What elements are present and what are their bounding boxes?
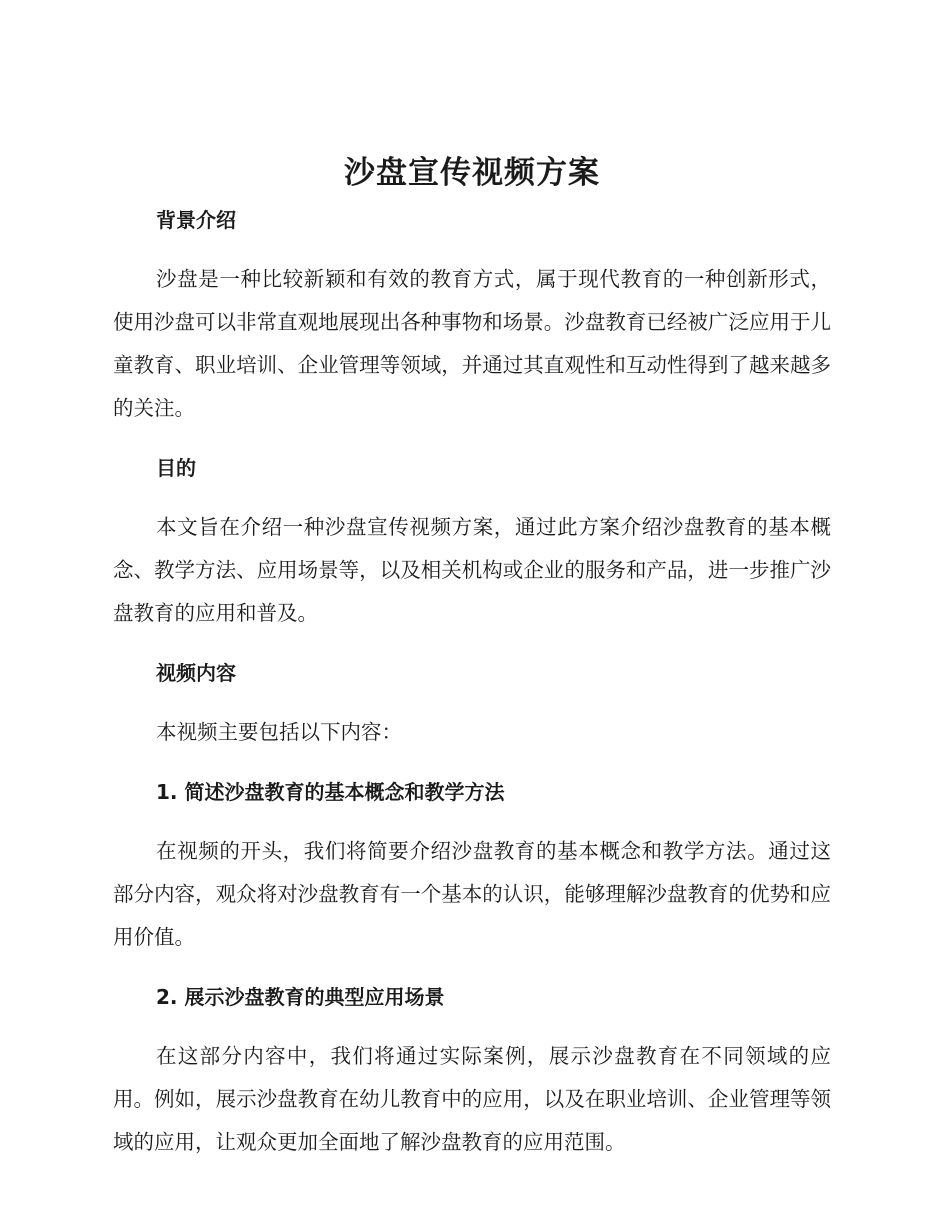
section-paragraph-scenarios: 在这部分内容中，我们将通过实际案例，展示沙盘教育在不同领域的应用。例如，展示沙盘教育在幼儿教育中的应用，以及在职业培训、企业管理等领域的应用，让观众更加全面地了解沙盘教育的应用范围。 <box>113 1044 831 1154</box>
section-heading-scenarios: 2. 展示沙盘教育的典型应用场景 <box>156 985 445 1009</box>
section-paragraph-background: 沙盘是一种比较新颖和有效的教育方式，属于现代教育的一种创新形式，使用沙盘可以非常直观地展现出各种事物和场景。沙盘教育已经被广泛应用于儿童教育、职业培训、企业管理等领域，并通过其直观性和互动性得到了越来越多的关注。 <box>113 267 831 420</box>
section-heading-video-content: 视频内容 <box>156 661 236 685</box>
section-paragraph-concepts: 在视频的开头，我们将简要介绍沙盘教育的基本概念和教学方法。通过这部分内容，观众将对沙盘教育有一个基本的认识，能够理解沙盘教育的优势和应用价值。 <box>113 839 831 949</box>
section-heading-concepts: 1. 简述沙盘教育的基本概念和教学方法 <box>156 780 505 804</box>
document-title: 沙盘宣传视频方案 <box>344 155 600 191</box>
section-heading-purpose: 目的 <box>156 456 196 480</box>
section-paragraph-video-content: 本视频主要包括以下内容： <box>156 720 402 744</box>
section-heading-background: 背景介绍 <box>156 208 236 232</box>
document-page <box>113 150 831 1164</box>
section-paragraph-purpose: 本文旨在介绍一种沙盘宣传视频方案，通过此方案介绍沙盘教育的基本概念、教学方法、应用场景等，以及相关机构或企业的服务和产品，进一步推广沙盘教育的应用和普及。 <box>113 515 831 625</box>
